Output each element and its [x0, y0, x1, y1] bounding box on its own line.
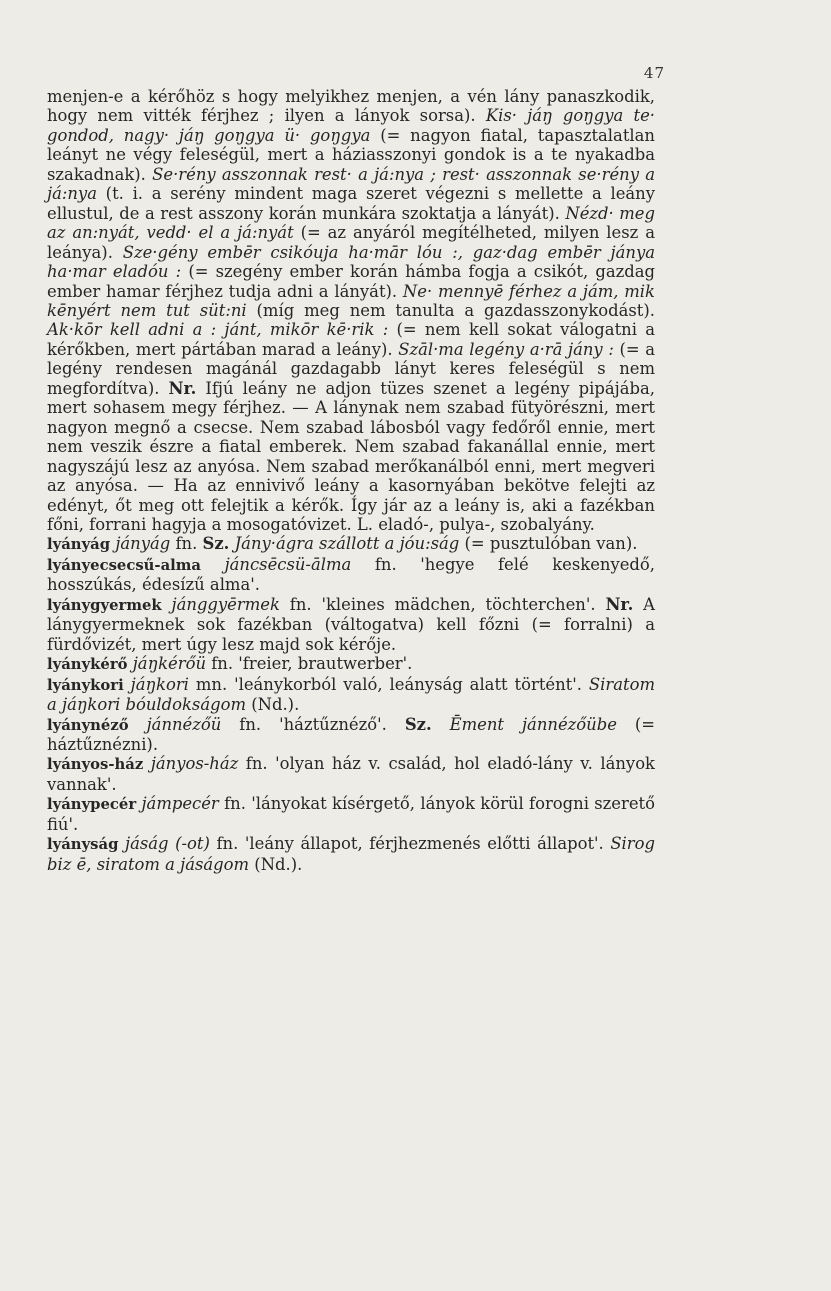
- text-run: (= pusztulóban van).: [459, 534, 638, 554]
- dictionary-entries: [47, 534, 655, 874]
- text-run: [201, 555, 225, 574]
- text-run: [432, 715, 450, 734]
- italic-dialect-run: Szāl·ma legény a·rā jány :: [398, 339, 614, 359]
- entry-headword: lyánykérő: [47, 656, 128, 674]
- text-run: fn. 'háztűznéző'.: [221, 714, 405, 734]
- italic-dialect-run: Siratom a jáŋkori bóuldokságom: [47, 674, 655, 715]
- text-run: menjen-e a kérőhöz s hogy melyikhez menjen, a vén lány panaszkodik, hogy nem vitték férjhez ; ilyen a lányok sorsa).: [47, 87, 655, 126]
- bold-run: Sz.: [404, 714, 432, 734]
- page-number: 47: [643, 64, 665, 82]
- italic-dialect-run: jáŋkori: [130, 674, 189, 694]
- text-run: [129, 715, 147, 734]
- italic-dialect-run: jánnézőü: [146, 714, 222, 734]
- italic-dialect-run: jányos-ház: [150, 754, 239, 774]
- text-run: (Nd.).: [249, 854, 303, 874]
- bold-run: Nr.: [168, 378, 197, 398]
- entry-headword: lyánygyermek: [47, 596, 162, 614]
- entry-headword: lyányág: [47, 536, 111, 554]
- entry-headword: lyánypecér: [47, 796, 137, 814]
- italic-dialect-run: jámpecér: [141, 794, 219, 814]
- italic-dialect-run: Ak·kōr kell adni a : jánt, mikōr kē·rik :: [47, 320, 389, 340]
- bold-run: Nr.: [605, 594, 634, 614]
- dictionary-entry: [47, 834, 655, 874]
- text-run: (= szegény ember korán hámba fogja a csikót, gazdag ember hamar férjhez tudja adni a lányát).: [47, 262, 656, 301]
- text-run: [143, 754, 151, 773]
- text-run: fn. 'hegye felé keskenyedő, hosszúkás, édesízű alma'.: [47, 554, 655, 595]
- text-run: (= a legény rendesen magánál gazdagabb lányt keres feleségül s nem megfordítva).: [47, 339, 655, 398]
- italic-dialect-run: jáság (-ot): [125, 834, 210, 854]
- text-run: A lánygyermeknek sok fazékban (váltogatva) kell főzni (= forralni) a fürdővizét, mert úgy lesz majd sok kérője.: [47, 594, 655, 654]
- dictionary-entry: [47, 715, 655, 755]
- text-run: fn. 'olyan ház v. család, hol eladó-lány v. lányok vannak'.: [47, 754, 655, 794]
- italic-dialect-run: Ēment jánnézőübe: [449, 714, 617, 734]
- dictionary-entry: [47, 794, 655, 834]
- italic-dialect-run: jánggyērmek: [171, 594, 280, 614]
- text-run: fn. 'freier, brautwerber'.: [206, 654, 413, 674]
- dictionary-entry: [47, 595, 655, 654]
- dictionary-entry: [47, 654, 655, 674]
- entry-continuation-paragraph: [47, 87, 655, 534]
- bold-run: Sz.: [202, 534, 230, 554]
- italic-dialect-run: jáŋkérőü: [132, 654, 207, 674]
- text-run: mn. 'leánykorból való, leányság alatt történt'.: [188, 674, 589, 694]
- entry-headword: lyányos-ház: [47, 756, 144, 774]
- text-run: Ifjú leány ne adjon tüzes szenet a legény pipájába, mert sohasem megy férjhez. — A lánynak nem szabad fütyörészni, mert nagyon megnő a csecse. Nem szabad lábosból vagy fedőről ennie, mert nem veszik észre a fiatal emberek. Nem szabad fakanállal ennie, mert nagyszájú lesz az anyósa. Nem szabad merőkanálból enni, mert megveri az anyósa. — Ha az ennivivő leány a kasornyában bekötve felejti az edényt, őt meg ott felejtik a kérők. Így jár az a leány is, aki a fazékban főni, forrani hagyja a mosogatóvizet. L. eladó-, pulya-, szobalyány.: [47, 378, 656, 534]
- entry-headword: lyánynéző: [47, 716, 129, 734]
- italic-dialect-run: Ne· mennyē férhez a jám, mik kēnyért nem tut süt:ni: [47, 281, 655, 320]
- entry-headword: lyányság: [47, 836, 119, 854]
- dictionary-text: [47, 87, 655, 874]
- italic-dialect-run: Nézd· meg az an:nyát, vedd· el a já:nyát: [47, 203, 655, 243]
- text-run: fn. 'lányokat kísérgető, lányok körül forogni szerető fiú'.: [47, 794, 655, 834]
- italic-dialect-run: Jány·ágra szállott a jóu:ság: [234, 534, 460, 554]
- dictionary-entry: [47, 555, 655, 595]
- dictionary-entry: [47, 675, 655, 715]
- text-run: (t. i. a serény mindent maga szeret végezni s mellette a leány ellustul, de a rest asszony korán munkára szoktatja a lányát).: [47, 184, 655, 223]
- text-run: (= nagyon fiatal, tapasztalatlan leányt ne végy feleségül, mert a háziasszonyi gondok is a te nyakadba szakadnak).: [47, 125, 655, 184]
- italic-dialect-run: Se·rény asszonnak rest· a já:nya ; rest· asszonnak se·rény a já:nya: [47, 164, 655, 204]
- text-run: (= nem kell sokat válogatni a kérőkben, mert pártában marad a leány).: [47, 320, 655, 359]
- text-run: fn. 'leány állapot, férjhezmenés előtti állapot'.: [209, 834, 611, 854]
- text-run: [124, 675, 131, 694]
- italic-dialect-run: Kis· jáŋ goŋgya te· gondod, nagy· jáŋ goŋgya ü· goŋgya: [47, 106, 655, 145]
- text-run: (Nd.).: [246, 695, 300, 715]
- text-run: (= az anyáról megítélheted, milyen lesz a leánya).: [47, 223, 655, 262]
- entry-headword: lyányecsecsű-alma: [47, 556, 202, 574]
- entry-headword: lyánykori: [47, 676, 124, 694]
- italic-dialect-run: jáncsēcsü-ālma: [224, 554, 352, 574]
- italic-dialect-run: jányág: [115, 534, 171, 554]
- dictionary-entry: [47, 534, 655, 554]
- text-run: fn.: [170, 534, 203, 554]
- italic-dialect-run: Sirog biz ē, siratom a jáságom: [47, 834, 655, 874]
- text-run: fn. 'kleines mädchen, töchterchen'.: [279, 594, 606, 614]
- italic-dialect-run: Sze·gény embēr csikóuja ha·mār lóu :, gaz·dag embēr jánya ha·mar eladóu :: [47, 242, 655, 282]
- text-run: (míg meg nem tanulta a gazdasszonykodást).: [246, 300, 655, 320]
- text-run: [162, 595, 172, 614]
- text-run: (= háztűznézni).: [47, 714, 656, 754]
- dictionary-entry: [47, 754, 655, 794]
